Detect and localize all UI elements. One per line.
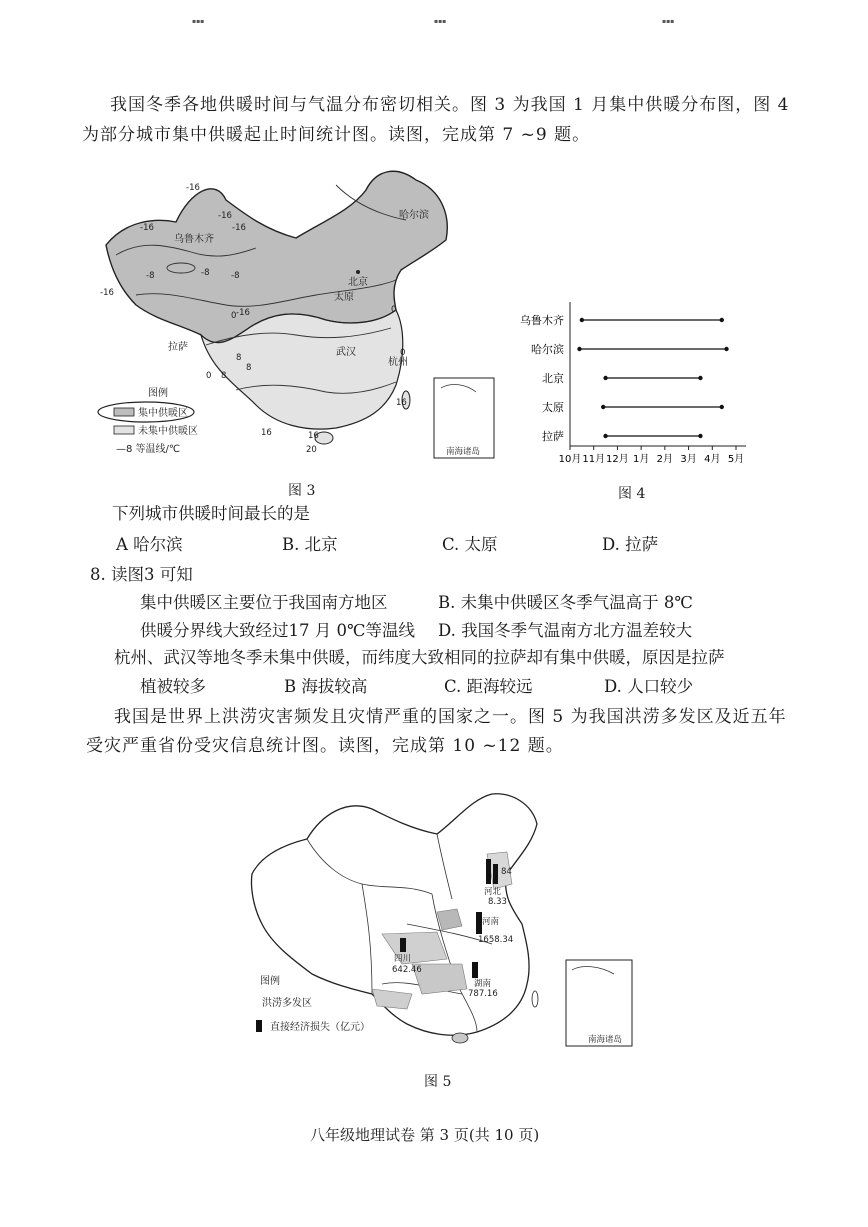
- fig3-iso-label: -16: [186, 183, 200, 193]
- fig4-period-endpoint: [724, 347, 728, 351]
- fig3-iso-label: 0: [400, 348, 406, 358]
- intro-1-line1: 我国冬季各地供暖时间与气温分布密切相关。图 3 为我国 1 月集中供暖分布图，图 4: [110, 95, 790, 115]
- fig3-iso-label: -8: [201, 268, 210, 278]
- fig3-iso-label: -16: [232, 223, 246, 233]
- fig5-label-sichuan: 四川: [394, 954, 412, 964]
- fig5-value-hebei: 8.33: [488, 897, 507, 907]
- q7-option-a[interactable]: A 哈尔滨: [116, 535, 183, 554]
- fig3-city-urumqi: 乌鲁木齐: [174, 234, 214, 245]
- q8-option-c[interactable]: 供暖分界线大致经过17 月 0℃等温线: [140, 621, 415, 640]
- fig3-iso-label: -16: [100, 288, 114, 298]
- q7-option-b[interactable]: B. 北京: [282, 535, 338, 554]
- fig5-hainan: [452, 1033, 468, 1043]
- fig3-iso-label: 0: [231, 311, 237, 321]
- fig5-caption: 图 5: [424, 1074, 452, 1090]
- fig3-legend-isotherm: —8 等温线/℃: [116, 444, 181, 455]
- fig3-iso-label: -16: [140, 223, 154, 233]
- fig4-caption: 图 4: [618, 486, 646, 502]
- q8-option-d[interactable]: D. 我国冬季气温南方北方温差较大: [438, 621, 693, 640]
- fig3-city-wuhan: 武汉: [336, 347, 356, 358]
- fig5-legend-title: 图例: [260, 976, 280, 987]
- fig3-iso-label: -8: [231, 271, 240, 281]
- fig3-legend-unheated: 未集中供暖区: [138, 426, 198, 437]
- fig4-period-endpoint: [698, 376, 702, 380]
- q7-stem: 下列城市供暖时间最长的是: [112, 504, 310, 523]
- fig5-legend-bar-swatch: [256, 1020, 262, 1032]
- fig5-value-henan: 1658.34: [478, 935, 514, 945]
- fig3-inset-frame: [434, 378, 494, 458]
- fig3-iso-label: 8: [246, 363, 252, 373]
- fig5-label-hunan: 湖南: [474, 979, 492, 989]
- q8-stem: 8. 读图3 可知: [90, 565, 193, 584]
- fig4-x-tick-label: 3月: [680, 454, 697, 465]
- fig3-legend-heated: 集中供暖区: [138, 408, 188, 419]
- fig3-iso-label: 16: [261, 428, 272, 438]
- fig3-map: [96, 160, 516, 460]
- fig4-period-endpoint: [603, 434, 607, 438]
- fig3-city-beijing-marker: [356, 270, 360, 274]
- fig4-period-endpoint: [580, 318, 584, 322]
- fig5-label-henan: 河南: [482, 917, 500, 927]
- fig5-map: [232, 784, 642, 1059]
- q9-option-d[interactable]: D. 人口较少: [604, 677, 694, 696]
- top-mark-center: ▪▪▪: [434, 18, 447, 25]
- fig4-period-endpoint: [720, 318, 724, 322]
- fig3-iso-label: 20: [306, 445, 317, 455]
- fig3-city-beijing: 北京: [348, 277, 368, 288]
- fig5-inset-label: 南海诸岛: [588, 1035, 623, 1045]
- fig4-x-tick-label: 12月: [606, 454, 629, 465]
- fig3-iso-label: 0: [391, 305, 397, 315]
- fig5-taiwan: [532, 991, 538, 1007]
- q7-option-d[interactable]: D. 拉萨: [602, 535, 659, 554]
- fig5-legend-flood: 洪涝多发区: [262, 998, 312, 1009]
- fig3-city-harbin: 哈尔滨: [399, 210, 429, 221]
- fig3-city-lhasa: 拉萨: [168, 342, 188, 353]
- fig4-period-endpoint: [720, 405, 724, 409]
- fig4-period-endpoint: [603, 376, 607, 380]
- fig4-period-endpoint: [601, 405, 605, 409]
- fig4-x-tick-label: 5月: [727, 454, 745, 465]
- fig3-iso-label: -16: [218, 211, 232, 221]
- fig3-legend-title: 图例: [148, 388, 168, 399]
- intro-2-line2: 受灾严重省份受灾信息统计图。读图，完成第 10 ~12 题。: [86, 736, 564, 756]
- fig4-category-label: 北京: [542, 372, 564, 385]
- fig5-bar-hebei: [486, 859, 491, 884]
- fig3-iso-label: 8: [236, 353, 242, 363]
- fig5-bar-sichuan: [400, 938, 406, 952]
- fig3-iso-label: 0: [206, 371, 212, 381]
- q8-option-b[interactable]: B. 未集中供暖区冬季气温高于 8℃: [438, 593, 693, 612]
- fig3-city-hangzhou: 杭州: [388, 357, 408, 368]
- intro-1-line2: 为部分城市集中供暖起止时间统计图。读图，完成第 7 ~9 题。: [82, 125, 591, 145]
- fig3-iso-label: 16: [308, 431, 319, 441]
- fig4-category-label: 太原: [542, 401, 564, 414]
- fig4-x-tick-label: 1月: [632, 454, 650, 465]
- fig5-legend-loss: 直接经济损失（亿元）: [270, 1022, 370, 1033]
- fig5-value-sichuan: 642.46: [392, 965, 422, 975]
- fig4-category-label: 拉萨: [542, 430, 564, 443]
- fig4-chart: [500, 298, 750, 468]
- fig3-iso-label: -8: [146, 271, 155, 281]
- fig3-legend-swatch-unheated: [114, 426, 134, 434]
- fig5-inset-frame: [566, 960, 632, 1046]
- q9-stem: 杭州、武汉等地冬季未集中供暖，而纬度大致相同的拉萨却有集中供暖，原因是拉萨: [114, 648, 725, 667]
- page-footer: 八年级地理试卷 第 3 页(共 10 页): [310, 1126, 540, 1144]
- fig4-category-label: 哈尔滨: [531, 343, 564, 356]
- intro-2-line1: 我国是世界上洪涝灾害频发且灾情严重的国家之一。图 5 为我国洪涝多发区及近五年: [114, 707, 787, 727]
- top-mark-right: ▪▪▪: [662, 18, 675, 25]
- fig3-legend-swatch-heated: [114, 408, 134, 416]
- fig5-label-hebei: 河北: [484, 887, 502, 897]
- fig3-iso-label: -16: [236, 308, 250, 318]
- q7-option-c[interactable]: C. 太原: [442, 535, 498, 554]
- fig4-x-tick-label: 11月: [582, 454, 606, 465]
- q9-option-c[interactable]: C. 距海较远: [444, 677, 533, 696]
- fig4-x-tick-label: 10月: [558, 454, 582, 465]
- fig4-period-endpoint: [577, 347, 581, 351]
- q9-option-a[interactable]: 植被较多: [140, 677, 206, 696]
- fig4-x-tick-label: 2月: [656, 454, 674, 465]
- top-mark-left: ▪▪▪: [192, 18, 205, 25]
- fig3-iso-label: 16: [396, 398, 407, 408]
- fig3-city-taiyuan: 太原: [334, 292, 354, 303]
- fig5-bar-hebei-2: [493, 864, 498, 884]
- fig5-value-extra: 84: [501, 867, 512, 877]
- q8-option-a[interactable]: 集中供暖区主要位于我国南方地区: [140, 593, 388, 612]
- fig4-period-endpoint: [698, 434, 702, 438]
- fig5-bar-hunan: [472, 962, 478, 978]
- fig4-category-label: 乌鲁木齐: [520, 314, 564, 327]
- fig5-value-hunan: 787.16: [468, 989, 498, 999]
- fig4-x-tick-label: 4月: [704, 454, 721, 465]
- fig3-inset-label: 南海诸岛: [446, 447, 481, 457]
- fig3-iso-label: 8: [221, 371, 227, 381]
- q9-option-b[interactable]: B 海拔较高: [284, 677, 368, 696]
- fig3-caption: 图 3: [288, 483, 316, 499]
